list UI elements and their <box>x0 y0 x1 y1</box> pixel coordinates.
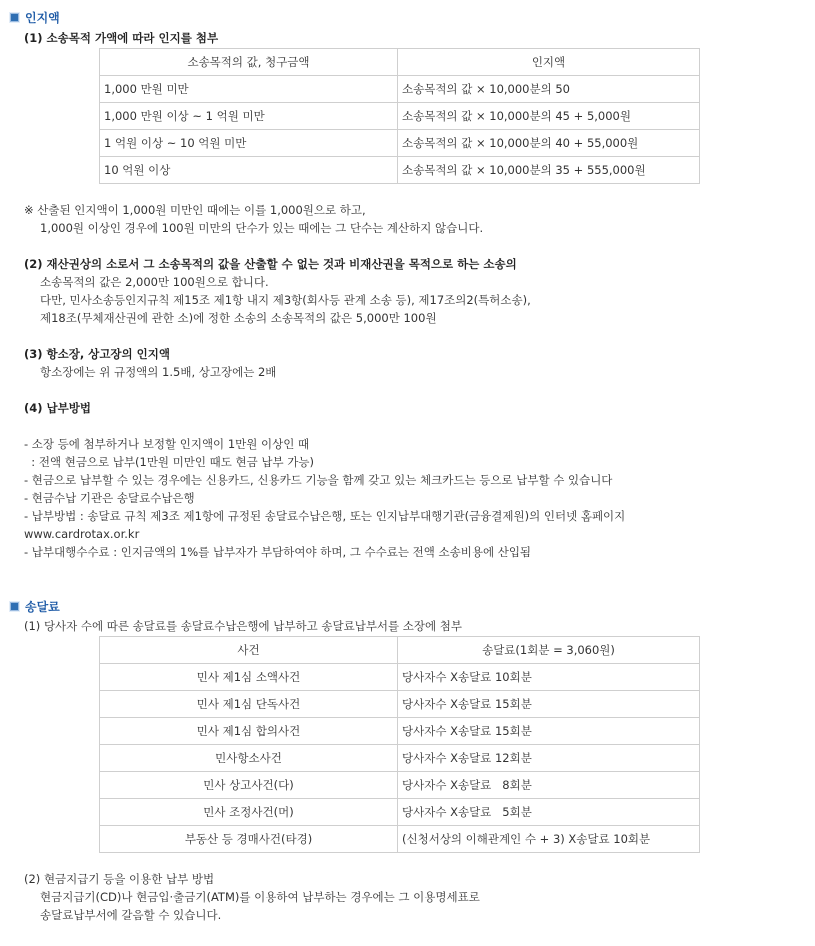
table-row <box>100 718 700 745</box>
body-text: 제18조(무체재산권에 관한 소)에 정한 소송의 소송목적의 값은 5,000만 100원 <box>40 311 437 325</box>
table-cell: 당사자수 X송달료 15회분 <box>398 718 700 745</box>
website-url: www.cardrotax.or.kr <box>24 527 140 541</box>
table-cell: 당사자수 X송달료 15회분 <box>398 691 700 718</box>
table-cell: 소송목적의 값 × 10,000분의 35 + 555,000원 <box>398 157 700 184</box>
table-row <box>100 745 700 772</box>
note-line: 1,000원 이상인 경우에 100원 미만의 단수가 있는 때에는 그 단수는 계산하지 않습니다. <box>40 221 484 235</box>
table-cell: 민사 제1심 단독사건 <box>100 691 398 718</box>
bullet-square-icon <box>10 602 19 611</box>
subsection-heading-2: (2) 재산권상의 소로서 그 소송목적의 값을 산출할 수 없는 것과 비재산권을 목적으로 하는 소송의 <box>24 257 517 271</box>
service-fee-table <box>99 636 700 853</box>
table-cell: 당사자수 X송달료 12회분 <box>398 745 700 772</box>
section-header-stamp-fee <box>10 9 60 26</box>
table-header-row <box>100 637 700 664</box>
body-text: 항소장에는 위 규정액의 1.5배, 상고장에는 2배 <box>40 365 277 379</box>
table-cell: 소송목적의 값 × 10,000분의 50 <box>398 76 700 103</box>
table-row <box>100 664 700 691</box>
table-header-cell: 인지액 <box>398 49 700 76</box>
table-row <box>100 772 700 799</box>
body-text: 현금지급기(CD)나 현금입·출금기(ATM)를 이용하여 납부하는 경우에는 그 이용명세표로 <box>40 890 480 904</box>
subsection-heading-3: (3) 항소장, 상고장의 인지액 <box>24 347 170 361</box>
payment-line: - 납부방법 : 송달료 규칙 제3조 제1항에 규정된 송달료수납은행, 또는 인지납부대행기관(금융결제원)의 인터넷 홈페이지 <box>24 509 626 523</box>
table-cell: 부동산 등 경매사건(타경) <box>100 826 398 853</box>
table-row <box>100 76 700 103</box>
table-header-cell: 사건 <box>100 637 398 664</box>
table-row <box>100 130 700 157</box>
table-cell: 민사항소사건 <box>100 745 398 772</box>
payment-line: : 전액 현금으로 납부(1만원 미만인 때도 현금 납부 가능) <box>24 455 315 469</box>
body-text: 송달료납부서에 갈음할 수 있습니다. <box>40 908 222 922</box>
table-cell: 민사 상고사건(다) <box>100 772 398 799</box>
table-header-cell: 송달료(1회분 = 3,060원) <box>398 637 700 664</box>
table-row <box>100 157 700 184</box>
section-title: 송달료 <box>25 600 60 614</box>
payment-line: - 현금수납 기관은 송달료수납은행 <box>24 491 195 505</box>
section-header-service-fee <box>10 598 60 615</box>
table-row <box>100 826 700 853</box>
table-cell: (신청서상의 이해관계인 수 + 3) X송달료 10회분 <box>398 826 700 853</box>
note-line: ※ 산출된 인지액이 1,000원 미만인 때에는 이를 1,000원으로 하고, <box>24 203 366 217</box>
payment-line: - 납부대행수수료 : 인지금액의 1%를 납부자가 부담하여야 하며, 그 수수료는 전액 소송비용에 산입됨 <box>24 545 532 559</box>
body-text: 소송목적의 값은 2,000만 100원으로 합니다. <box>40 275 269 289</box>
subsection-heading-1: (1) 소송목적 가액에 따라 인지를 첨부 <box>24 31 219 45</box>
table-cell: 1,000 만원 이상 ~ 1 억원 미만 <box>100 103 398 130</box>
subsection-heading-4: (4) 납부방법 <box>24 401 91 415</box>
payment-line: - 현금으로 납부할 수 있는 경우에는 신용카드, 신용카드 기능을 함께 갖고 있는 체크카드는 등으로 납부할 수 있습니다 <box>24 473 613 487</box>
table-row <box>100 103 700 130</box>
table-cell: 소송목적의 값 × 10,000분의 40 + 55,000원 <box>398 130 700 157</box>
subsection-heading-1: (1) 당사자 수에 따른 송달료를 송달료수납은행에 납부하고 송달료납부서를 소장에 첨부 <box>24 619 463 633</box>
subsection-heading-2: (2) 현금지급기 등을 이용한 납부 방법 <box>24 872 215 886</box>
table-header-cell: 소송목적의 값, 청구금액 <box>100 49 398 76</box>
table-cell: 당사자수 X송달료 10회분 <box>398 664 700 691</box>
bullet-square-icon <box>10 13 19 22</box>
table-cell: 1,000 만원 미만 <box>100 76 398 103</box>
body-text: 다만, 민사소송등인지규칙 제15조 제1항 내지 제3항(회사등 관계 소송 등), 제17조의2(특허소송), <box>40 293 531 307</box>
section-title: 인지액 <box>25 11 60 25</box>
table-cell: 1 억원 이상 ~ 10 억원 미만 <box>100 130 398 157</box>
table-cell: 당사자수 X송달료 8회분 <box>398 772 700 799</box>
payment-line: - 소장 등에 첨부하거나 보정할 인지액이 1만원 이상인 때 <box>24 437 310 451</box>
table-cell: 소송목적의 값 × 10,000분의 45 + 5,000원 <box>398 103 700 130</box>
table-cell: 민사 제1심 소액사건 <box>100 664 398 691</box>
table-header-row <box>100 49 700 76</box>
table-row <box>100 691 700 718</box>
table-row <box>100 799 700 826</box>
table-cell: 당사자수 X송달료 5회분 <box>398 799 700 826</box>
table-cell: 10 억원 이상 <box>100 157 398 184</box>
table-cell: 민사 제1심 합의사건 <box>100 718 398 745</box>
stamp-fee-table <box>99 48 700 184</box>
table-cell: 민사 조정사건(머) <box>100 799 398 826</box>
